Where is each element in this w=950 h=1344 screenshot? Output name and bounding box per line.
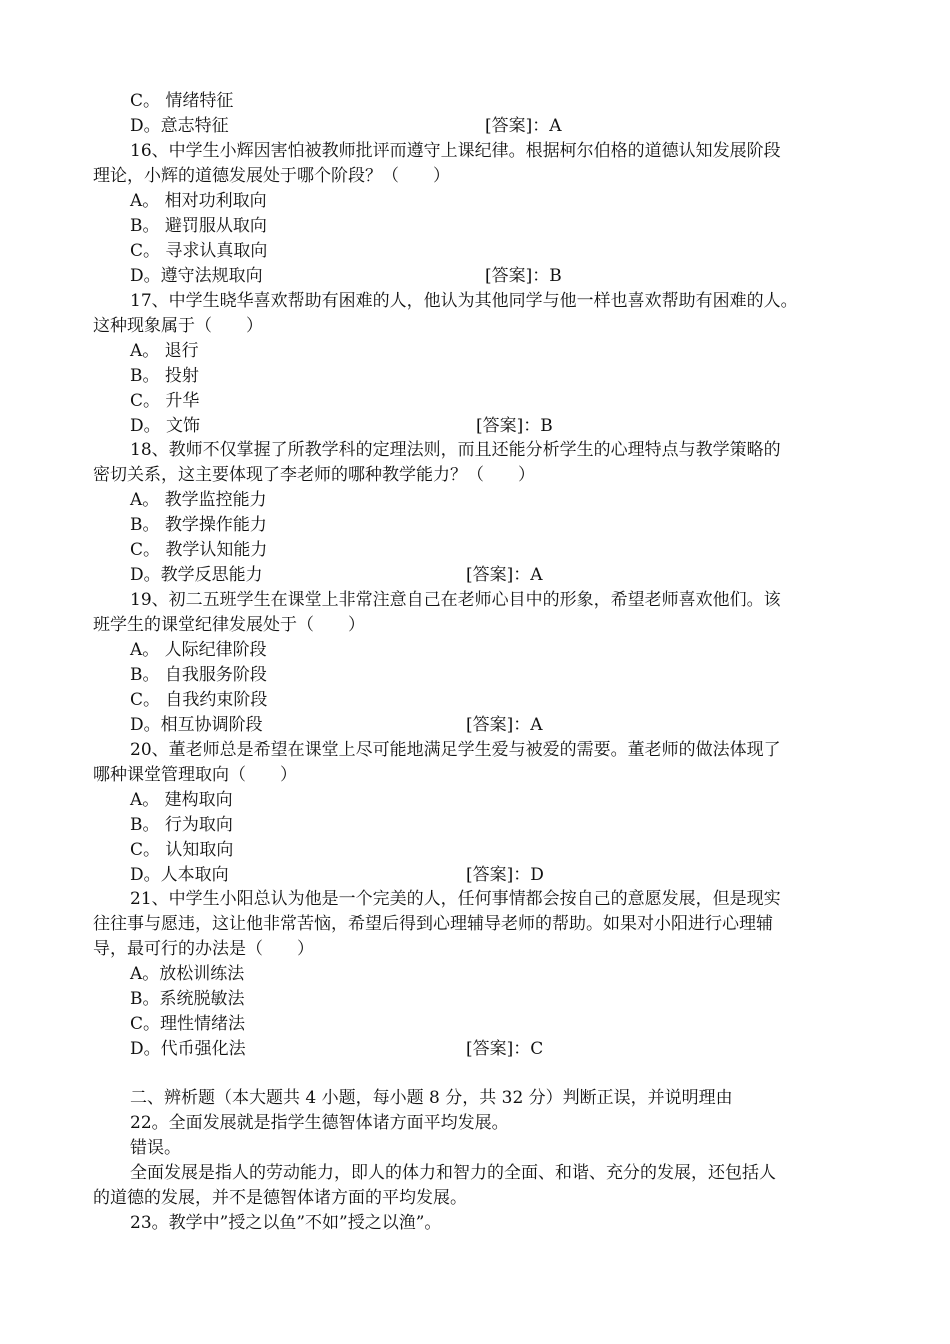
option-a: A。放松训练法 — [130, 964, 245, 984]
option-d: D。代币强化法 — [130, 1039, 246, 1059]
answer: [答案]：C — [466, 1039, 544, 1059]
option-d: D。遵守法规取向 — [130, 266, 263, 286]
option-c: C。 情绪特征 — [130, 91, 234, 111]
answer: [答案]：D — [466, 865, 544, 885]
option-b: B。 投射 — [130, 366, 199, 386]
answer: [答案]：A — [485, 116, 562, 136]
option-c: C。 自我约束阶段 — [130, 690, 268, 710]
question-22-explanation-line-2: 的道德的发展，并不是德智体诸方面的平均发展。 — [93, 1188, 467, 1208]
option-b: B。系统脱敏法 — [130, 989, 245, 1009]
option-d: D。意志特征 — [130, 116, 229, 136]
question-21-line-1: 21、中学生小阳总认为他是一个完美的人，任何事情都会按自己的意愿发展，但是现实 — [130, 889, 781, 909]
answer: [答案]：A — [466, 715, 543, 735]
question-23: 23。教学中”授之以鱼”不如”授之以渔”。 — [130, 1213, 442, 1233]
answer: [答案]：B — [476, 416, 553, 436]
option-a: A。 建构取向 — [130, 790, 233, 810]
option-b: B。 教学操作能力 — [130, 515, 267, 535]
question-21-line-2: 往往事与愿违，这让他非常苦恼，希望后得到心理辅导老师的帮助。如果对小阳进行心理辅 — [93, 914, 773, 934]
option-d: D。人本取向 — [130, 865, 229, 885]
option-a: A。 相对功利取向 — [130, 191, 267, 211]
option-a: A。 人际纪律阶段 — [130, 640, 267, 660]
section-2-heading: 二、辨析题（本大题共 4 小题，每小题 8 分，共 32 分）判断正误，并说明理由 — [130, 1088, 733, 1108]
option-b: B。 自我服务阶段 — [130, 665, 267, 685]
option-b: B。 行为取向 — [130, 815, 233, 835]
question-20-line-1: 20、董老师总是希望在课堂上尽可能地满足学生爱与被爱的需要。董老师的做法体现了 — [130, 740, 781, 760]
question-22-verdict: 错误。 — [130, 1138, 181, 1158]
question-18-line-1: 18、教师不仅掌握了所教学科的定理法则，而且还能分析学生的心理特点与教学策略的 — [130, 440, 781, 460]
question-22-explanation-line-1: 全面发展是指人的劳动能力，即人的体力和智力的全面、和谐、充分的发展，还包括人 — [130, 1163, 776, 1183]
option-c: C。 寻求认真取向 — [130, 241, 268, 261]
option-d: D。教学反思能力 — [130, 565, 263, 585]
option-c: C。 升华 — [130, 391, 200, 411]
question-19-line-1: 19、初二五班学生在课堂上非常注意自己在老师心目中的形象，希望老师喜欢他们。该 — [130, 590, 781, 610]
question-17-line-2: 这种现象属于（ ） — [93, 316, 263, 336]
question-19-line-2: 班学生的课堂纪律发展处于（ ） — [93, 615, 365, 635]
option-c: C。 教学认知能力 — [130, 540, 268, 560]
question-16-line-2: 理论，小辉的道德发展处于哪个阶段？（ ） — [93, 166, 450, 186]
option-a: A。 退行 — [130, 341, 199, 361]
option-d: D。 文饰 — [130, 416, 201, 436]
answer: [答案]：B — [485, 266, 562, 286]
answer: [答案]：A — [466, 565, 543, 585]
question-16-line-1: 16、中学生小辉因害怕被教师批评而遵守上课纪律。根据柯尔伯格的道德认知发展阶段 — [130, 141, 781, 161]
question-17-line-1: 17、中学生晓华喜欢帮助有困难的人，他认为其他同学与他一样也喜欢帮助有困难的人。 — [130, 291, 798, 311]
question-22: 22。全面发展就是指学生德智体诸方面平均发展。 — [130, 1113, 509, 1133]
question-20-line-2: 哪种课堂管理取向（ ） — [93, 765, 297, 785]
question-18-line-2: 密切关系，这主要体现了李老师的哪种教学能力？（ ） — [93, 465, 535, 485]
option-b: B。 避罚服从取向 — [130, 216, 267, 236]
option-d: D。相互协调阶段 — [130, 715, 263, 735]
option-c: C。理性情绪法 — [130, 1014, 246, 1034]
option-c: C。 认知取向 — [130, 840, 234, 860]
question-21-line-3: 导，最可行的办法是（ ） — [93, 939, 314, 959]
option-a: A。 教学监控能力 — [130, 490, 267, 510]
